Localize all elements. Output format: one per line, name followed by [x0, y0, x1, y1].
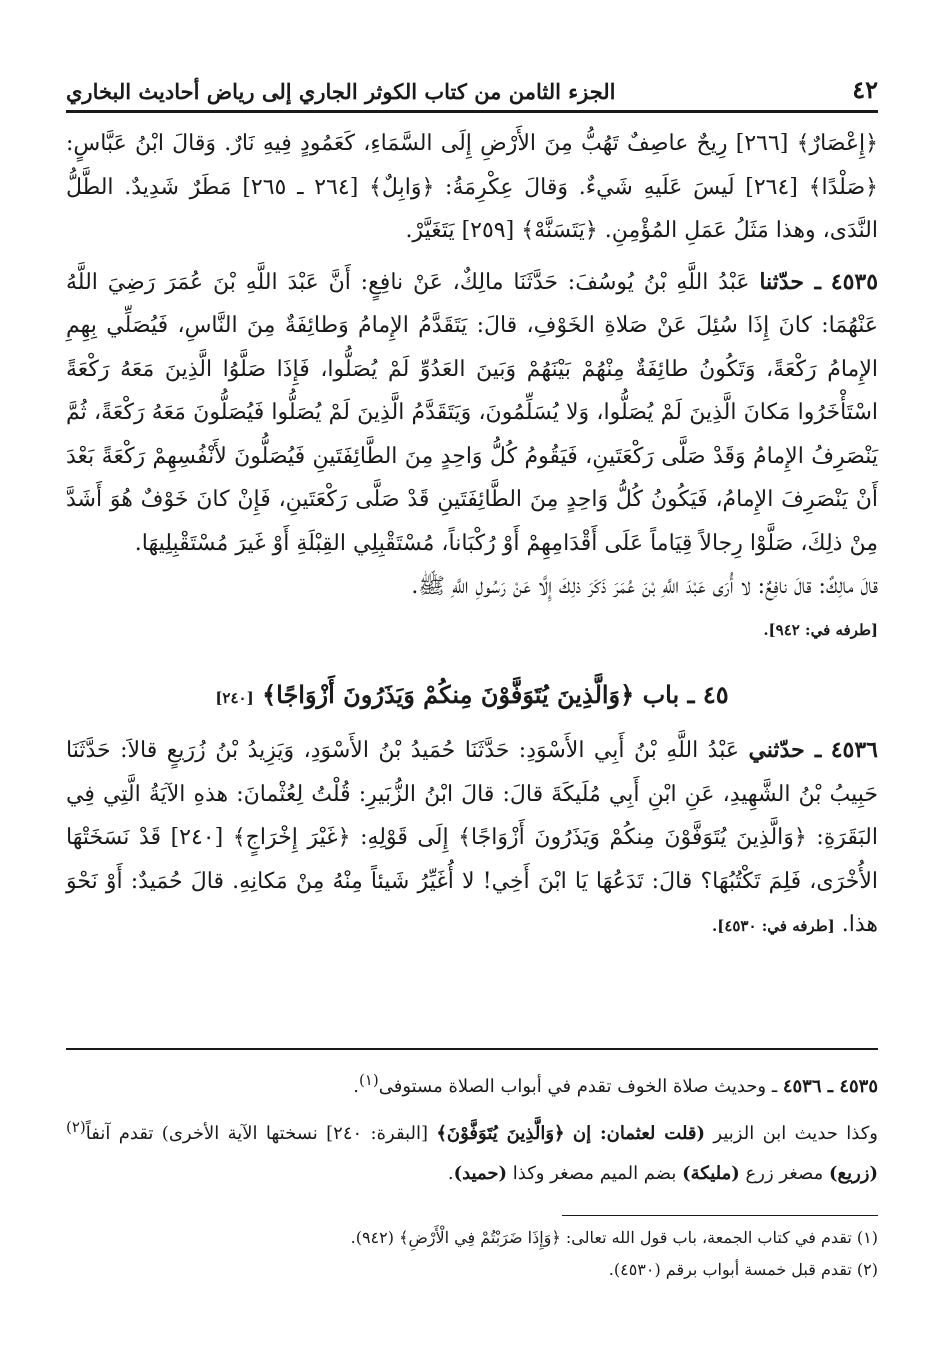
footnote-2: (٢) تقدم قبل خمسة أبواب برقم (٤٥٣٠).	[608, 1260, 878, 1279]
hadith-tarf: [طرفه في: ٩٤٢].	[763, 620, 878, 639]
hadith-tarf: [طرفه في: ٤٥٣٠].	[711, 917, 835, 935]
main-text	[66, 122, 878, 949]
footnote-1: (١) تقدم في كتاب الجمعة، باب قول الله تعالى: ﴿وَإِذَا ضَرَبْتُمْ فِي الْأَرْضِ﴾ (٩٤٢).	[350, 1228, 878, 1247]
malik-note: قالَ مالِكٌ: قالَ نافِعٌ: لا أُرَى عَبْدَ اللَّهِ بْنَ عُمَرَ ذَكَرَ ذلِكَ إِلَّا عَنْ رَسُولِ اللَّهِ ﷺ.	[411, 574, 878, 599]
hadith-4535: ٤٥٣٥ ـ حدّثنا عَبْدُ اللَّهِ بْنُ يُوسُفَ: حَدَّثَنَا مالِكٌ، عَنْ نافِعٍ: أَنَّ عَبْدَ اللَّهِ بْنَ عُمَرَ رَضِيَ اللَّهُ عَنْهُمَا: كانَ إِذَا سُئِلَ عَنْ صَلاةِ الخَوْفِ، قالَ: يَتَقَدَّمُ الإِمامُ وَطائِفَةٌ مِنَ النَّاسِ، فَيُصَلِّي بِهِمِ الإِمامُ رَكْعَةً، وَتَكُونُ طائِفَةٌ مِنْهُمْ بَيْنَهُمْ وَبَينَ العَدُوِّ لَمْ يُصَلُّوا، فَإِذَا صَلَّوُا الَّذِينَ مَعَهُ رَكْعَةً اسْتَأْخَرُوا مَكانَ الَّذِينَ لَمْ يُصَلُّوا، وَلا يُسَلِّمُونَ، وَيَتَقَدَّمُ الَّذِينَ لَمْ يُصَلُّوا فَيُصَلُّونَ مَعَهُ رَكْعَةً، ثُمَّ يَنْصَرِفُ الإِمامُ وَقَدْ صَلَّى رَكْعَتَينِ، فَيَقُومُ كُلُّ وَاحِدٍ مِنَ الطَّائِفَتَينِ فَيُصَلُّونَ لأَنْفُسِهِمْ رَكْعَةً بَعْدَ أَنْ يَنْصَرِفَ الإِمامُ، فَيَكُونُ كُلُّ وَاحِدٍ مِنَ الطَّائِفَتَينِ قَدْ صَلَّى رَكْعَتَينِ، فَإِنْ كانَ خَوْفٌ هُوَ أَشَدَّ مِنْ ذلِكَ، صَلَّوْا رِجالاً قِيَاماً عَلَى أَقْدَامِهِمْ أَوْ رُكْبَاناً، مُسْتَقْبِلِي القِبْلَةِ أَوْ غَيرَ مُسْتَقْبِلِيهَا.	[66, 268, 879, 556]
chapter-label: ٤٥ ـ باب	[642, 680, 729, 709]
commentary-para-2: وكذا حديث ابن الزبير (قلت لعثمان: إن ﴿وَالَّذِينَ يُتَوَفَّوْنَ﴾ [البقرة: ٢٤٠] نسختها الآية الأخرى) تقدم آنفاً$^{(٢)}$ (زريع) مصغر زرع (مليكة) بضم الميم مصغر وكذا (حميد).	[66, 1118, 878, 1184]
hadith-text: عَبْدُ اللَّهِ بْنُ أَبِي الأَسْوَدِ: حَدَّثَنَا حُمَيدُ بْنُ الأَسْوَدِ، وَيَزِيدُ بْنُ زُرَيعٍ قالاَ: حَدَّثَنَا حَبِيبُ بْنُ الشَّهِيدِ، عَنِ ابْنِ أَبِي مُلَيكَةَ قالَ: قالَ ابْنُ الزُّبَيرِ: قُلْتُ لِعُثْمانَ: هذهِ الآيَةُ الَّتِي فِي البَقَرَةِ: ﴿وَالَّذِينَ يُتَوَفَّوْنَ مِنكُمْ وَيَذَرُونَ أَزْوَاجًا﴾ إِلَى قَوْلِهِ: ﴿غَيْرَ إِخْرَاجٍ﴾ [٢٤٠] قَدْ نَسَخَتْهَا الأُخْرَى، فَلِمَ تَكْتُبُهَا؟ قالَ: تَدَعُهَا يَا ابْنَ أَخِي! لا أُغَيِّرُ شَيئاً مِنْهُ مِنْ مَكانِهِ. قالَ حُمَيدٌ: أَوْ نَحْوَ هذا.	[66, 738, 878, 937]
hadith-4536: ٤٥٣٦ ـ حدّثني عَبْدُ اللَّهِ بْنُ أَبِي الأَسْوَدِ: حَدَّثَنَا حُمَيدُ بْنُ الأَسْوَدِ، وَيَزِيدُ بْنُ زُرَيعٍ قالاَ: حَدَّثَنَا حَبِيبُ بْنُ الشَّهِيدِ، عَنِ ابْنِ أَبِي مُلَيكَةَ قالَ: قالَ ابْنُ الزُّبَيرِ: قُلْتُ لِعُثْمانَ: هذهِ الآيَةُ الَّتِي فِي البَقَرَةِ: ﴿وَالَّذِينَ يُتَوَفَّوْنَ مِنكُمْ وَيَذَرُونَ أَزْوَاجًا﴾ إِلَى قَوْلِهِ: ﴿غَيْرَ إِخْرَاجٍ﴾ [٢٤٠] قَدْ نَسَخَتْهَا الأُخْرَى، فَلِمَ تَكْتُبُهَا؟ قالَ: تَدَعُهَا يَا ابْنَ أَخِي! لا أُغَيِّرُ شَيئاً مِنْهُ مِنْ مَكانِهِ. قالَ حُمَيدٌ: أَوْ نَحْوَ هذا. [طرفه في: ٤٥٣٠].	[66, 737, 878, 937]
running-header	[66, 70, 878, 110]
hadith-number: ٤٥٣٥	[830, 268, 879, 295]
intro-paragraph: ﴿إِعْصَارٌ﴾ [٢٦٦] رِيحٌ عاصِفٌ تَهُبُّ مِنَ الأَرْضِ إِلَى السَّمَاءِ، كَعَمُودٍ فِيهِ نَارٌ. وَقالَ ابْنُ عَبَّاسٍ: ﴿صَلْدًا﴾ [٢٦٤] لَيسَ عَلَيهِ شَيءٌ. وَقالَ عِكْرِمَةُ: ﴿وَابِلٌ﴾ [٢٦٤ ـ ٢٦٥] مَطَرٌ شَدِيدٌ. الطَّلُّ النَّدَى، وهذا مَثَلُ عَمَلِ المُؤْمِنِ. ﴿يَتَسَنَّهْ﴾ [٢٥٩] يَتَغَيَّرْ.	[66, 131, 879, 243]
footnote-marker: (٢)	[66, 1118, 86, 1136]
page-number: ٤٢	[852, 75, 878, 104]
footnote-marker: (١)	[358, 1071, 379, 1089]
chapter-verse: ﴿وَالَّذِينَ يُتَوَفَّوْنَ مِنكُمْ وَيَذَرُونَ أَزْوَاجًا﴾	[262, 680, 635, 709]
hadith-lead: حدّثني	[748, 737, 805, 763]
commentary-divider	[66, 1048, 878, 1050]
chapter-heading	[66, 674, 878, 719]
footnotes	[66, 1222, 878, 1286]
book-title: الجزء الثامن من كتاب الكوثر الجاري إلى رياض أحاديث البخاري	[66, 79, 616, 104]
header-divider	[66, 110, 878, 113]
commentary-range: ٤٥٣٥ ـ ٤٥٣٦	[782, 1076, 878, 1097]
footnote-divider	[562, 1215, 878, 1216]
hadith-number: ٤٥٣٦	[830, 737, 878, 763]
hadith-lead: حدّثنا	[759, 268, 804, 295]
hadith-text: عَبْدُ اللَّهِ بْنُ يُوسُفَ: حَدَّثَنَا مالِكٌ، عَنْ نافِعٍ: أَنَّ عَبْدَ اللَّهِ بْنَ عُمَرَ رَضِيَ اللَّهُ عَنْهُمَا: كانَ إِذَا سُئِلَ عَنْ صَلاةِ الخَوْفِ، قالَ: يَتَقَدَّمُ الإِمامُ وَطائِفَةٌ مِنَ النَّاسِ، فَيُصَلِّي بِهِمِ الإِمامُ رَكْعَةً، وَتَكُونُ طائِفَةٌ مِنْهُمْ بَيْنَهُمْ وَبَينَ العَدُوِّ لَمْ يُصَلُّوا، فَإِذَا صَلَّوُا الَّذِينَ مَعَهُ رَكْعَةً اسْتَأْخَرُوا مَكانَ الَّذِينَ لَمْ يُصَلُّوا، وَلا يُسَلِّمُونَ، وَيَتَقَدَّمُ الَّذِينَ لَمْ يُصَلُّوا فَيُصَلُّونَ مَعَهُ رَكْعَةً، ثُمَّ يَنْصَرِفُ الإِمامُ وَقَدْ صَلَّى رَكْعَتَينِ، فَيَقُومُ كُلُّ وَاحِدٍ مِنَ الطَّائِفَتَينِ فَيُصَلُّونَ لأَنْفُسِهِمْ رَكْعَةً بَعْدَ أَنْ يَنْصَرِفَ الإِمامُ، فَيَكُونُ كُلُّ وَاحِدٍ مِنَ الطَّائِفَتَينِ قَدْ صَلَّى رَكْعَتَينِ، فَإِنْ كانَ خَوْفٌ هُوَ أَشَدَّ مِنْ ذلِكَ، صَلَّوْا رِجالاً قِيَاماً عَلَى أَقْدَامِهِمْ أَوْ رُكْبَاناً، مُسْتَقْبِلِي القِبْلَةِ أَوْ غَيرَ مُسْتَقْبِلِيهَا.	[66, 269, 878, 556]
chapter-ref: [٢٤٠]	[215, 689, 254, 707]
commentary-para-1: ٤٥٣٥ ـ ٤٥٣٦ ـ وحديث صلاة الخوف تقدم في أبواب الصلاة مستوفى$^{(١)}$.	[353, 1071, 878, 1097]
commentary	[66, 1060, 878, 1194]
